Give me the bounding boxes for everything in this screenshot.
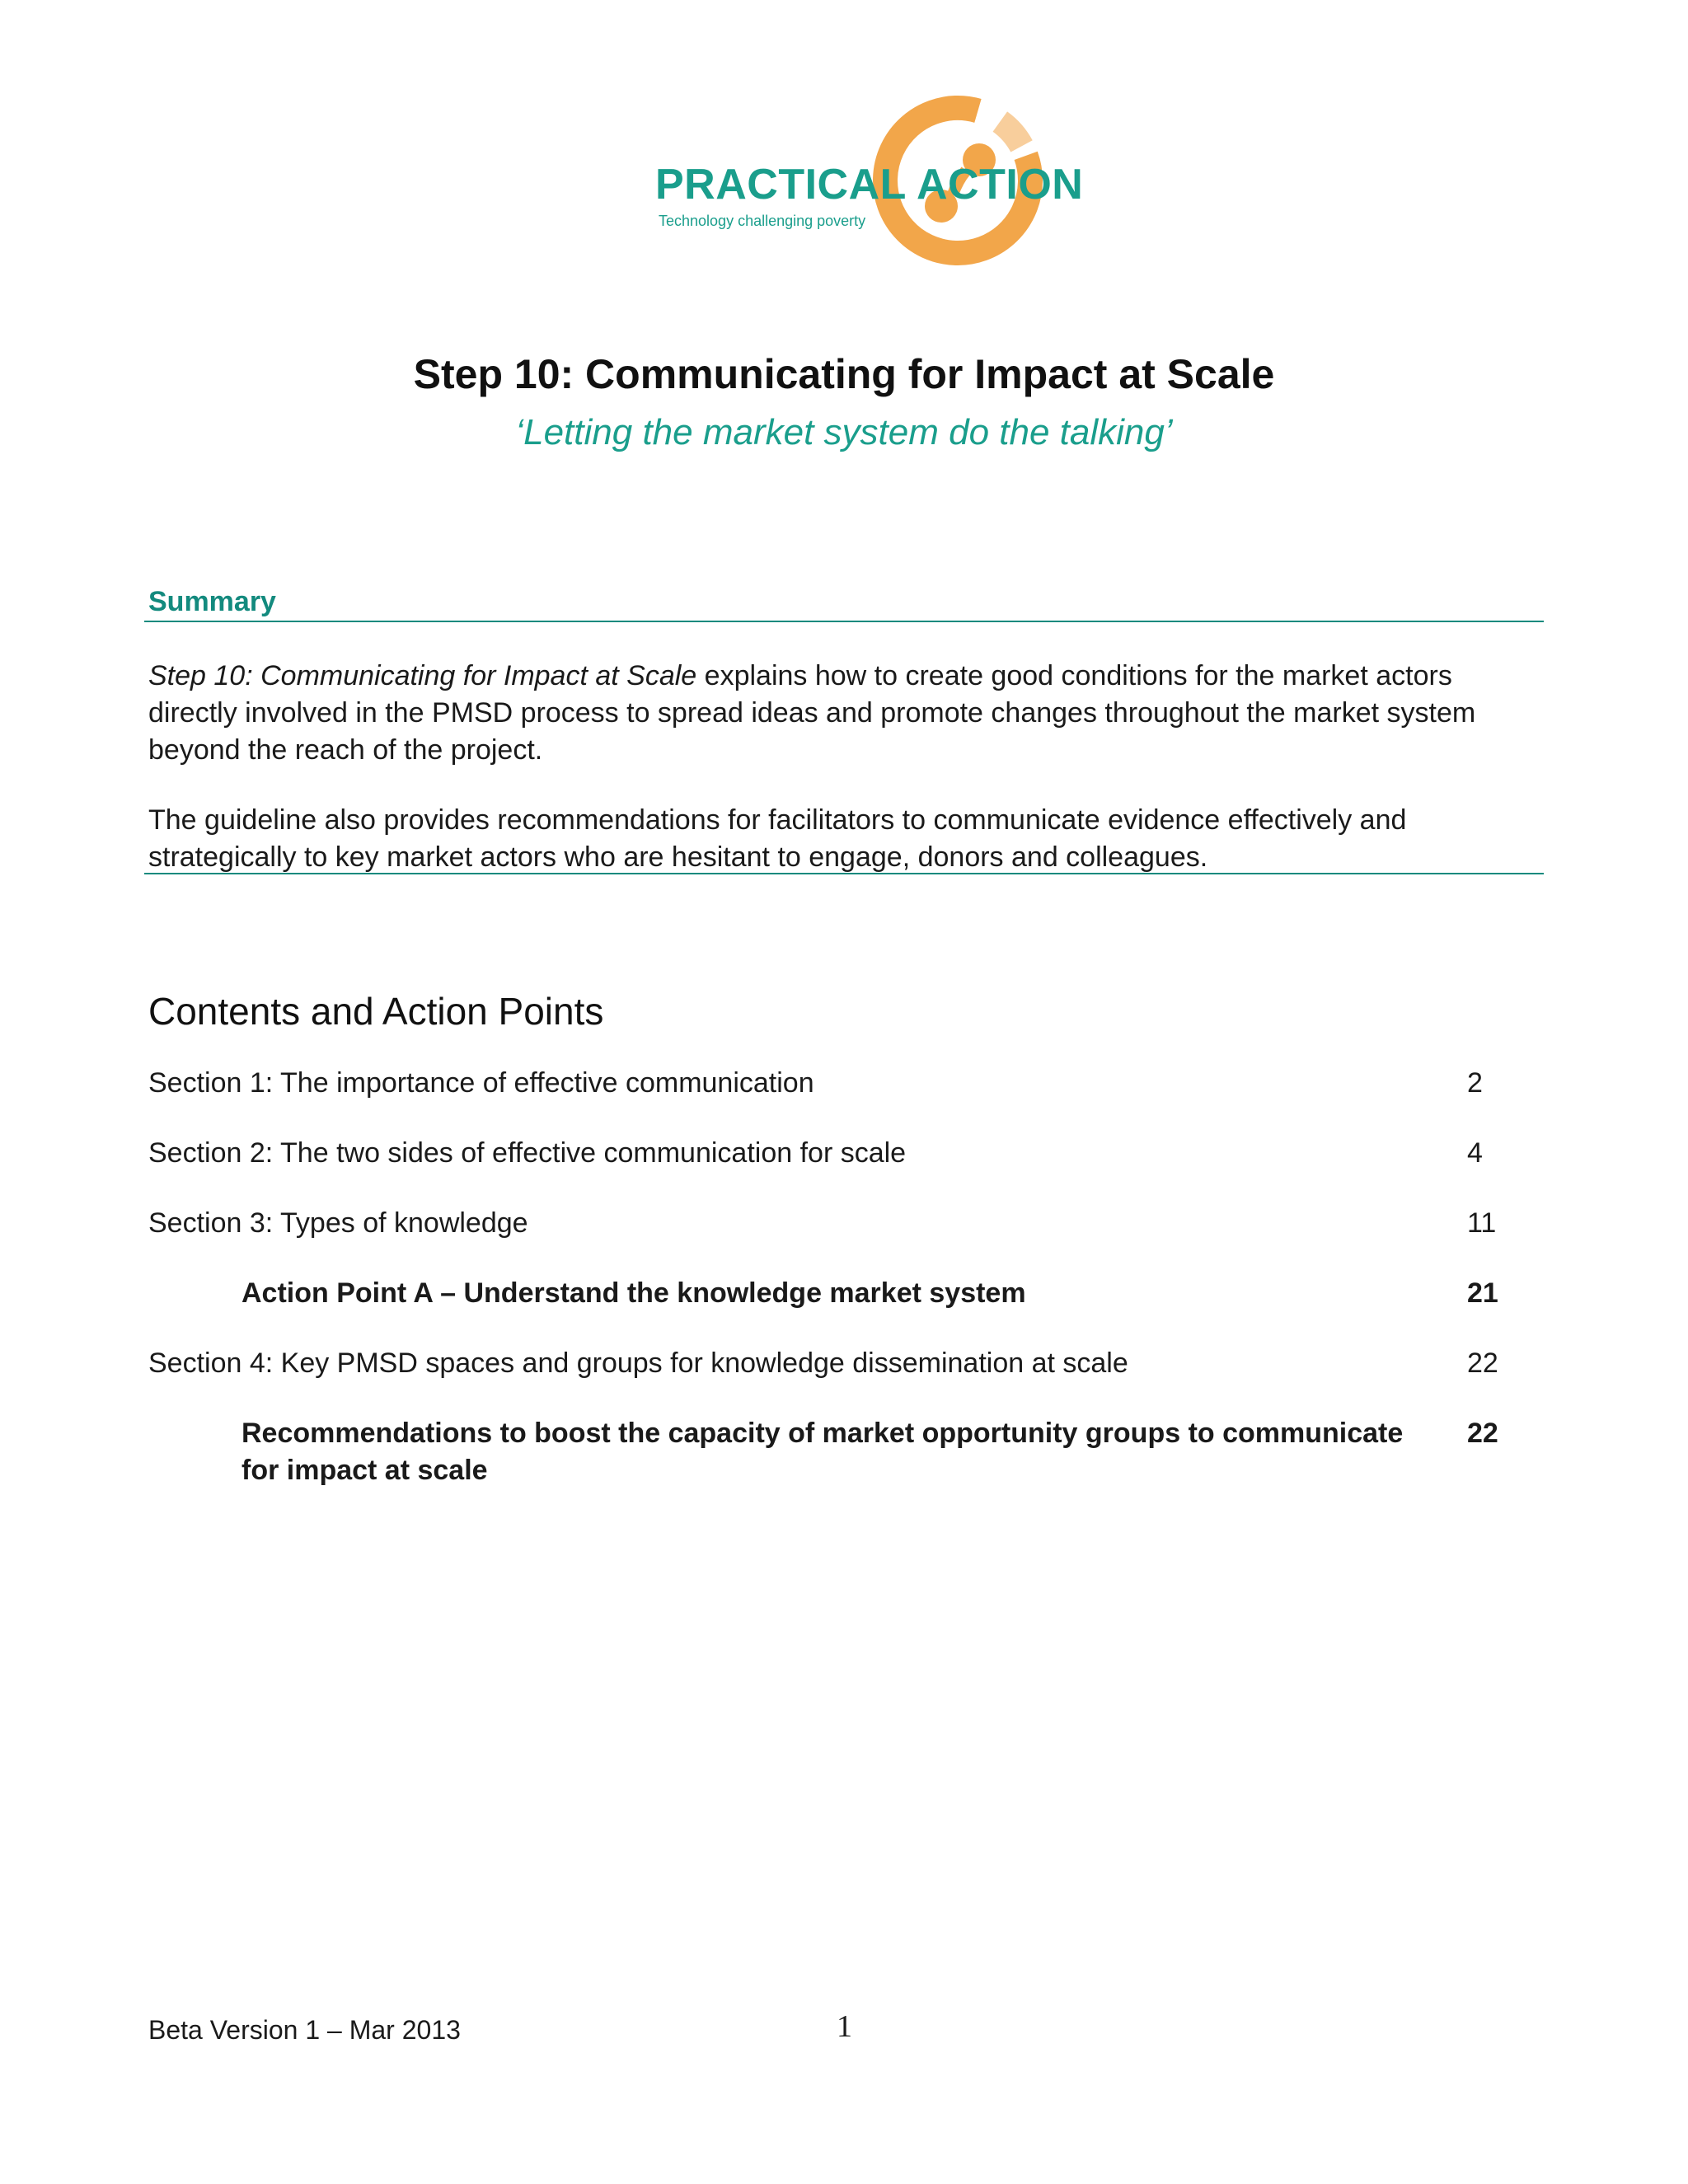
summary-paragraph-2: The guideline also provides recommendations for facilitators to communicate evidence effectively and strategically to key market actors who are hesitant to engage, donors and colleagues. — [148, 804, 1407, 873]
summary-body — [148, 658, 1541, 909]
toc-item-page: 21 — [1467, 1277, 1498, 1309]
summary-paragraph-1 — [148, 658, 1541, 769]
toc-item-text: Section 3: Types of knowledge — [148, 1207, 528, 1239]
toc-item-text: Section 1: The importance of effective communication — [148, 1067, 814, 1099]
summary-bottom-rule — [144, 873, 1544, 874]
page-title: Step 10: Communicating for Impact at Scale — [413, 351, 1275, 397]
footer-version: Beta Version 1 – Mar 2013 — [148, 2015, 461, 2045]
summary-top-rule — [144, 621, 1544, 622]
logo-name: PRACTICAL ACTION — [655, 161, 1084, 209]
footer-page-number: 1 — [837, 2009, 852, 2044]
toc-item-text: Action Point A – Understand the knowledge market system — [241, 1277, 1026, 1309]
toc-item-text: Recommendations to boost the capacity of market opportunity groups to communicate for impact at scale — [241, 1418, 1404, 1486]
toc-item-page: 2 — [1467, 1067, 1483, 1099]
contents-heading: Contents and Action Points — [148, 990, 604, 1033]
page-subtitle: ‘Letting the market system do the talking’ — [515, 412, 1173, 452]
toc-item-text: Section 4: Key PMSD spaces and groups for knowledge dissemination at scale — [148, 1347, 1128, 1379]
summary-paragraph-1-text: explains how to create good conditions for the market actors directly involved in the PMSD process to spread ideas and promote changes throughout the market system beyond the reach of the project. — [148, 660, 1476, 766]
toc-item-page: 11 — [1467, 1207, 1497, 1239]
toc-item-page: 22 — [1467, 1418, 1498, 1449]
summary-step-title: Step 10: Communicating for Impact at Scale — [148, 660, 697, 691]
practical-action-logo — [655, 92, 1084, 269]
logo-tagline: Technology challenging poverty — [659, 213, 866, 229]
toc-item-text: Section 2: The two sides of effective communication for scale — [148, 1137, 907, 1169]
toc-item-page: 4 — [1467, 1137, 1483, 1169]
toc-item-page: 22 — [1467, 1347, 1498, 1379]
summary-heading: Summary — [148, 586, 276, 617]
